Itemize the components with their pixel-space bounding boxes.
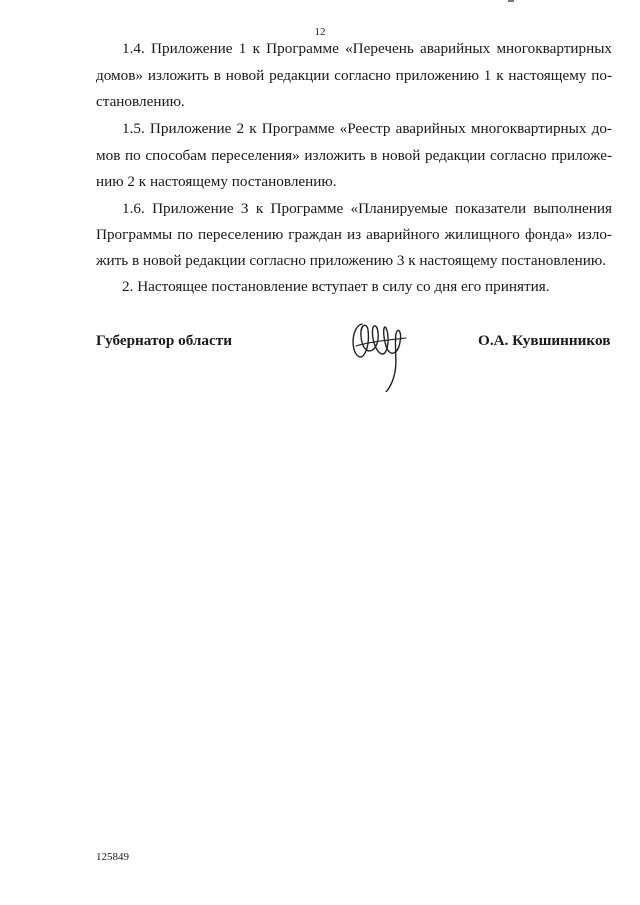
paragraph-1-6-line-2: Программы по переселению граждан из аварийного жилищного фонда» изло- [96, 226, 612, 243]
paragraph-1-4-line-3: становлению. [96, 93, 185, 110]
signatory-name: О.А. Кувшинников [478, 332, 611, 349]
scan-corner-mark [508, 0, 514, 2]
page-number: 12 [314, 26, 326, 38]
paragraph-1-5-line-3: нию 2 к настоящему постановлению. [96, 173, 337, 190]
paragraph-2-line-1: 2. Настоящее постановление вступает в силу со дня его принятия. [122, 278, 550, 295]
paragraph-1-6-line-3: жить в новой редакции согласно приложению 3 к настоящему постановлению. [96, 252, 607, 269]
paragraph-1-5-line-2: мов по способам переселения» изложить в новой редакции согласно приложе- [96, 147, 612, 164]
paragraph-1-4-line-1: 1.4. Приложение 1 к Программе «Перечень аварийных многоквартирных [122, 40, 612, 57]
paragraph-1-4-line-2: домов» изложить в новой редакции согласно приложению 1 к настоящему по- [96, 67, 612, 84]
document-id: 125849 [96, 851, 129, 863]
signatory-position-title: Губернатор области [96, 332, 232, 349]
paragraph-1-5-line-1: 1.5. Приложение 2 к Программе «Реестр аварийных многоквартирных до- [122, 120, 612, 137]
handwritten-signature [348, 316, 418, 392]
paragraph-1-6-line-1: 1.6. Приложение 3 к Программе «Планируемые показатели выполнения [122, 200, 612, 217]
